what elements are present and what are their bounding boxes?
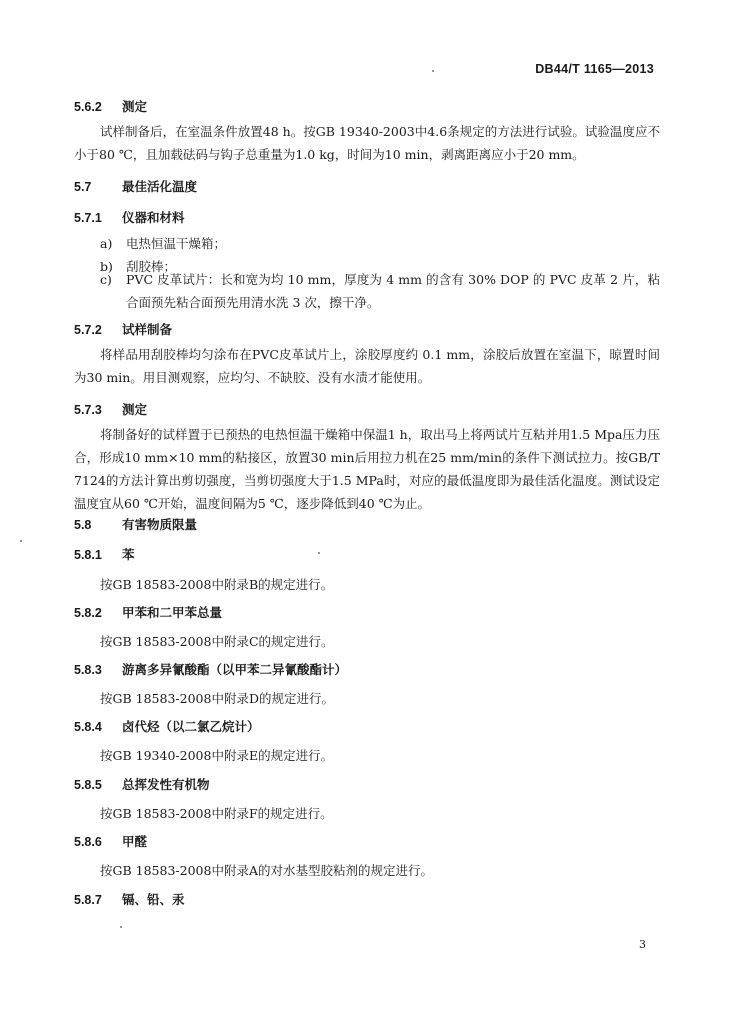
section-title: 仪器和材料: [122, 211, 185, 225]
list-item-text: 电热恒温干燥箱；: [126, 236, 227, 251]
paragraph-5-8-5: 按GB 18583-2008中附录F的规定进行。: [100, 806, 333, 821]
heading-5-7-3: [74, 400, 147, 418]
scan-speck: [20, 540, 22, 542]
heading-5-7: [74, 177, 197, 195]
section-title: 游离多异氰酸酯（以甲苯二异氰酸酯计）: [122, 663, 348, 677]
paragraph-5-8-1: 按GB 18583-2008中附录B的规定进行。: [100, 577, 334, 592]
scan-speck: [120, 926, 122, 928]
paragraph-5-8-3: 按GB 18583-2008中附录D的规定进行。: [100, 691, 334, 706]
section-title: 测定: [122, 403, 148, 417]
heading-5-8: [74, 515, 197, 533]
paragraph-5-7-2: 将样品用刮胶棒均匀涂布在PVC皮革试片上，涂胶厚度约 0.1 mm，涂胶后放置在室温下，晾置时间为30 min。用目测观察，应均匀、不缺胶、没有水渍才能使用。: [74, 347, 660, 385]
section-number: 5.8: [74, 518, 92, 532]
paragraph-5-7-3: 将制备好的试样置于已预热的电热恒温干燥箱中保温1 h，取出马上将两试片互粘并用1.5 Mpa压力压合，形成10 mm×10 mm的粘接区，放置30 min后用拉力机在25 mm/min的条件下测试拉力。按GB/T 7124的方法计算出剪切强度，当剪切强度大于1.5 MPa时，对应的最低温度即为最佳活化温度。测试设定温度宜从60 ℃开始，温度间隔为5 ℃，逐步降低到40 ℃为止。: [74, 427, 660, 511]
list-item: [100, 268, 660, 314]
section-number: 5.8.6: [74, 835, 102, 849]
heading-5-8-4: [74, 717, 260, 735]
section-title: 试样制备: [122, 323, 173, 337]
section-number: 5.8.3: [74, 663, 102, 677]
section-title: 镉、铅、汞: [122, 893, 185, 907]
list-item-text: PVC 皮革试片：长和宽为均 10 mm，厚度为 4 mm 的含有 30% DOP 的 PVC 皮革 2 片，粘合面预先粘合面预先用清水洗 3 次，擦干净。: [126, 272, 660, 310]
heading-5-7-2: [74, 320, 172, 338]
section-number: 5.8.5: [74, 778, 102, 792]
section-number: 5.8.7: [74, 893, 102, 907]
section-number: 5.7.3: [74, 403, 102, 417]
section-number: 5.7.2: [74, 323, 102, 337]
paragraph-5-8-4: 按GB 19340-2008中附录E的规定进行。: [100, 748, 334, 763]
section-number: 5.8.2: [74, 606, 102, 620]
list-item: [100, 232, 660, 255]
scan-speck: [318, 552, 320, 554]
heading-5-8-7: [74, 890, 185, 908]
list-marker: c): [100, 272, 112, 287]
section-title: 甲醛: [122, 835, 148, 849]
heading-5-6-2: [74, 97, 147, 115]
heading-5-8-2: [74, 603, 222, 621]
section-number: 5.7: [74, 180, 92, 194]
section-number: 5.8.1: [74, 548, 102, 562]
paragraph-5-6-2: 试样制备后，在室温条件放置48 h。按GB 19340-2003中4.6条规定的方法进行试验。试验温度应不小于80 ℃，且加载砝码与钩子总重量为1.0 kg，时间为10 min，剥离距离应小于20 mm。: [74, 124, 660, 162]
section-number: 5.6.2: [74, 100, 102, 114]
section-title: 卤代烃（以二氯乙烷计）: [122, 720, 260, 734]
heading-5-8-5: [74, 775, 210, 793]
paragraph-5-8-2: 按GB 18583-2008中附录C的规定进行。: [100, 634, 334, 649]
page-number: 3: [639, 938, 646, 951]
section-number: 5.8.4: [74, 720, 102, 734]
heading-5-8-6: [74, 832, 147, 850]
heading-5-8-3: [74, 660, 347, 678]
paragraph-5-8-6: 按GB 18583-2008中附录A的对水基型胶粘剂的规定进行。: [100, 863, 433, 878]
list-item-text: 刮胶棒；: [126, 259, 177, 274]
document-id-header: DB44/T 1165—2013: [535, 62, 654, 76]
section-title: 苯: [122, 548, 135, 562]
heading-5-7-1: [74, 208, 185, 226]
heading-5-8-1: [74, 545, 135, 563]
section-title: 甲苯和二甲苯总量: [122, 606, 223, 620]
section-number: 5.7.1: [74, 211, 102, 225]
scan-speck: [432, 70, 434, 72]
section-title: 最佳活化温度: [122, 180, 198, 194]
section-title: 测定: [122, 100, 148, 114]
section-title: 总挥发性有机物: [122, 778, 210, 792]
section-title: 有害物质限量: [122, 518, 198, 532]
list-marker: b): [100, 259, 113, 274]
list-marker: a): [100, 236, 113, 251]
